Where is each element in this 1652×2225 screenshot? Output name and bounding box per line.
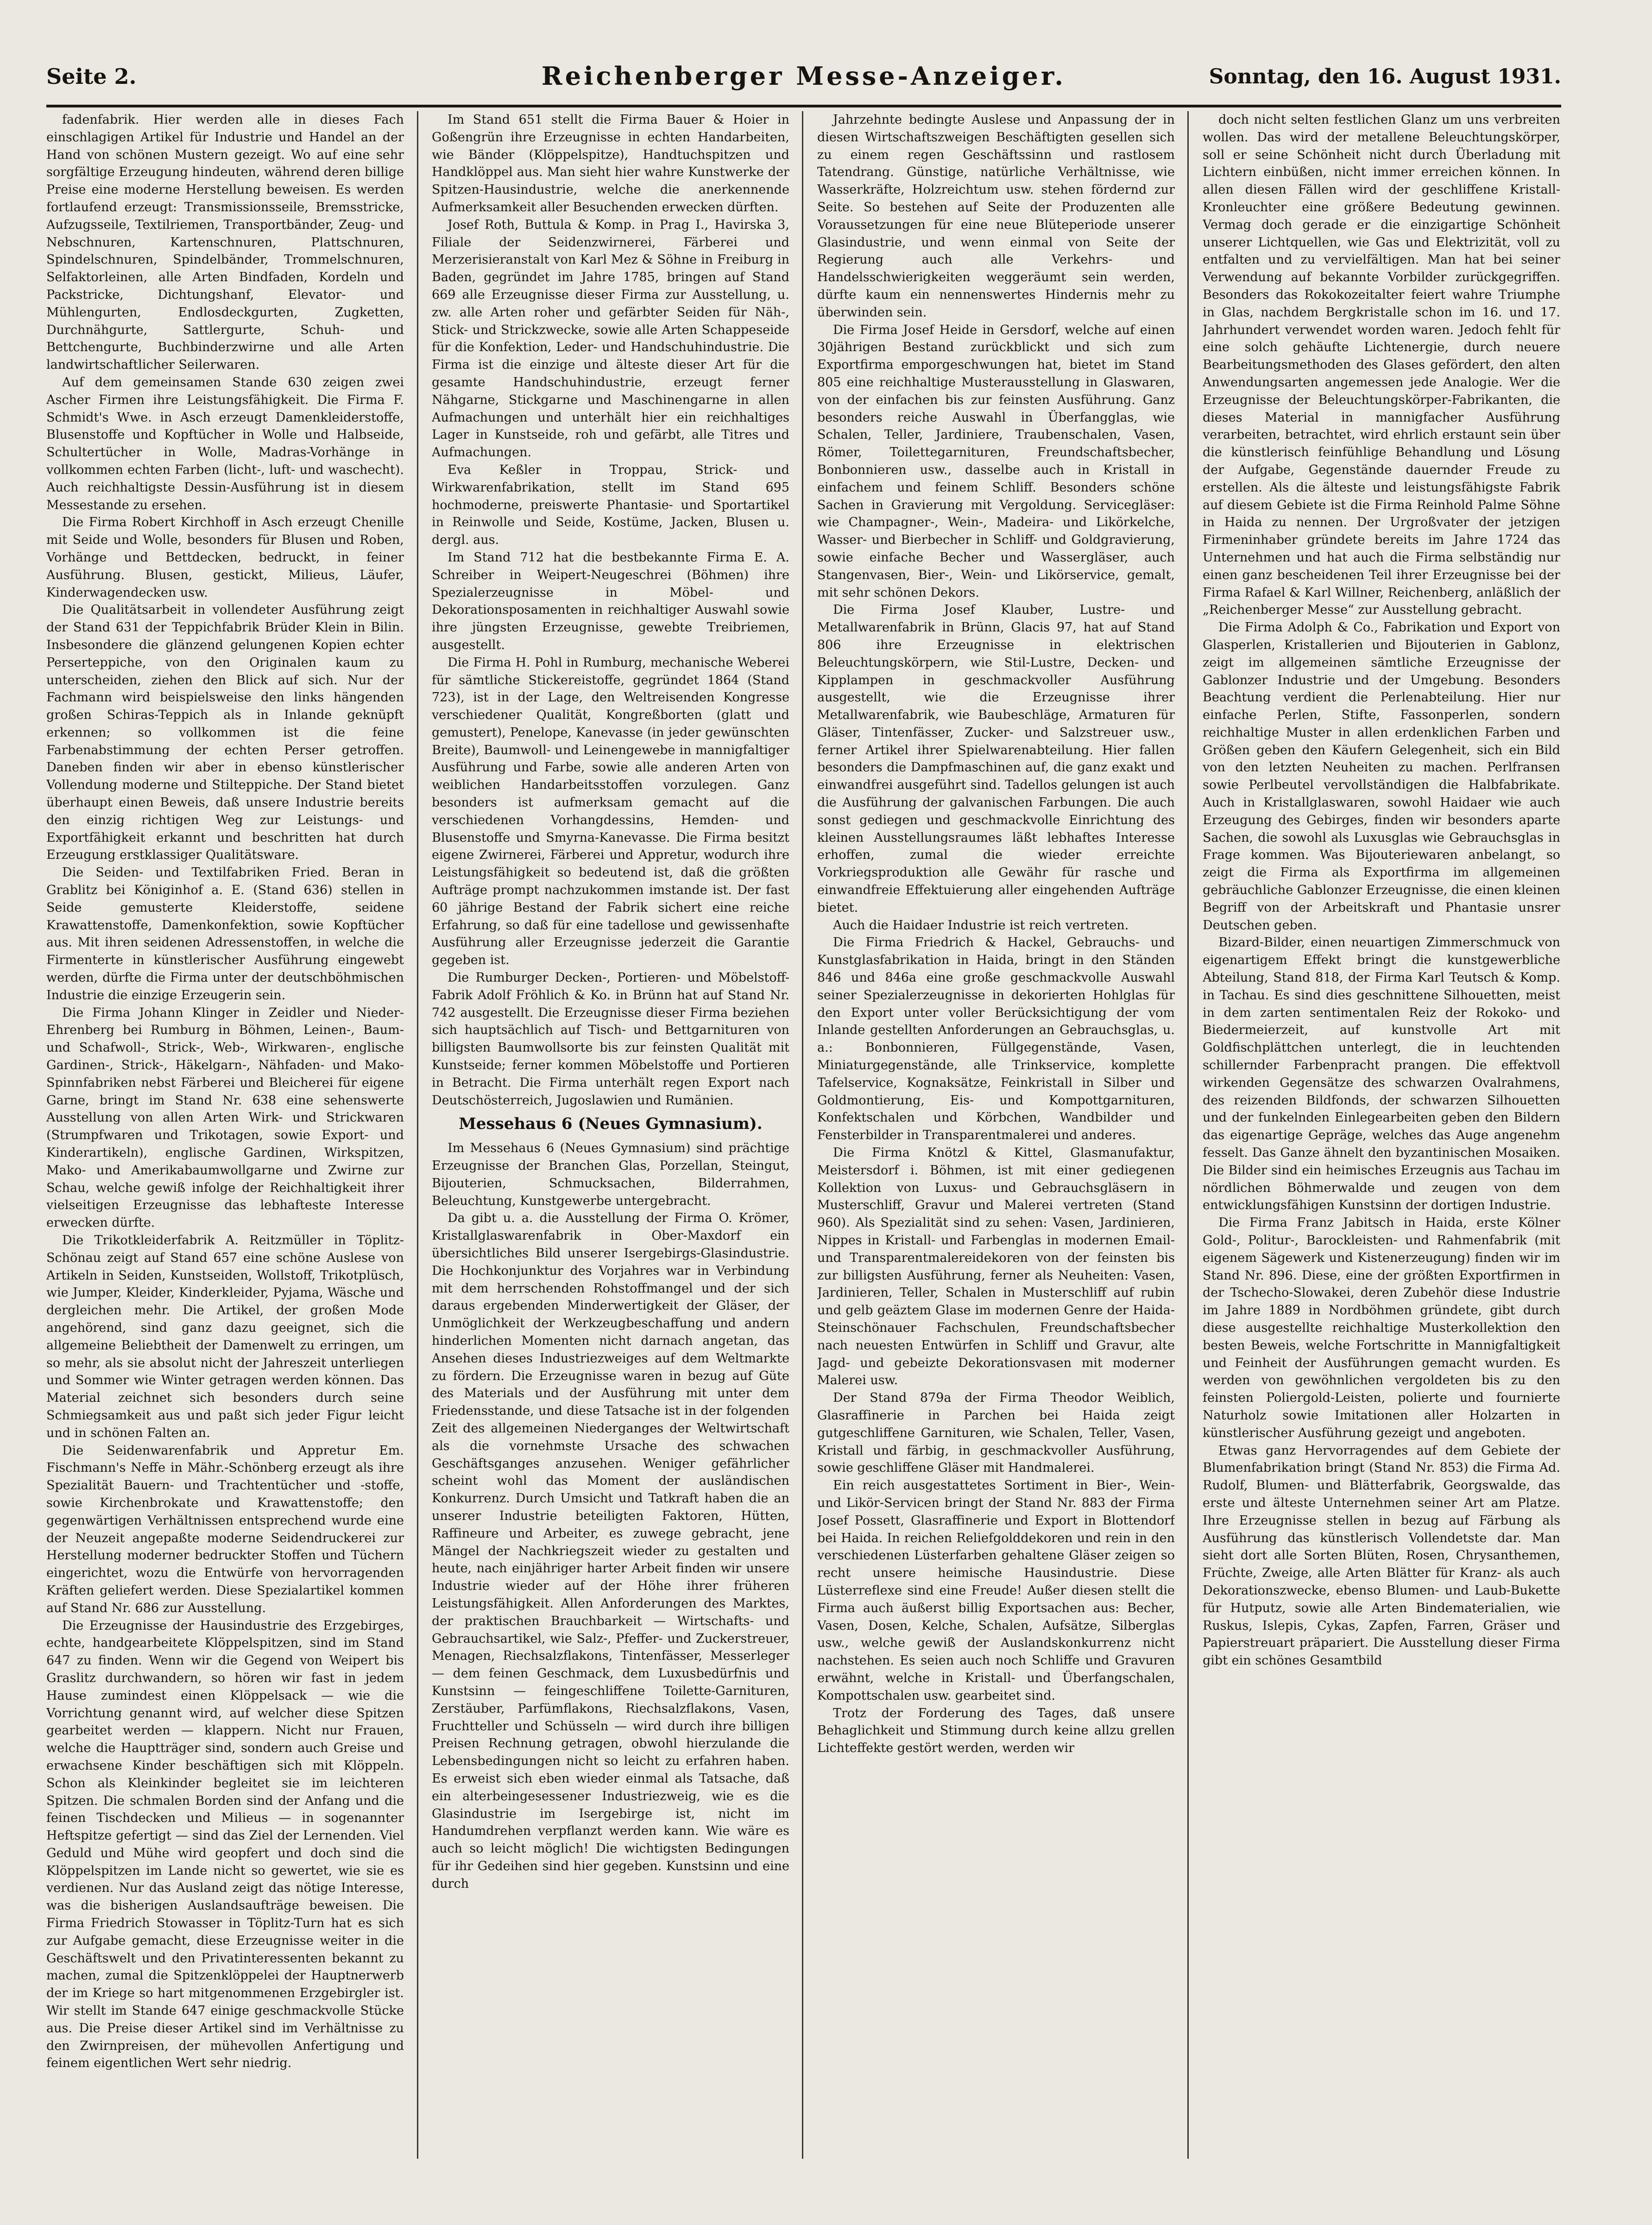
- article-columns: [46, 111, 1561, 2159]
- article-paragraph: Die Firma Knötzl & Kittel, Glasmanufaktur, Meistersdorf i. Böhmen, ist mit einer gediegenen Kollektion von Luxus- und Gebrauchsgläsern in Musterschliff, Gravur und Malerei vertreten (Stand 960). Als Spezialität sind zu sehen: Vasen, Jardinieren, Nippes in Kristall- und Farbenglas in modernen Email- und Transparentmalereidekoren von der feinsten bis zur billigsten Ausführung, ferner als Neuheiten: Vasen, Jardinieren, Teller, Schalen in Musterschliff auf rubin und gelb geäztem Glase im modernen Genre der Haida-Steinschönauer Fachschulen, Freundschaftsbecher nach neuesten Entwürfen in Schliff und Gravur, alte Jagd- und gebeizte Dekorationsvasen mit moderner Malerei usw.: [817, 1146, 1175, 1388]
- article-paragraph: Der Stand 879a der Firma Theodor Weiblich, Glasraffinerie in Parchen bei Haida zeigt gutgeschliffene Garnituren, wie Schalen, Teller, Vasen, Kristall und färbig, in geschmackvoller Ausführung, sowie geschliffene Gläser mit Handmalerei.: [817, 1391, 1175, 1475]
- article-paragraph: Die Firma Franz Jabitsch in Haida, erste Kölner Gold-, Politur-, Barockleisten- und Rahmenfabrik (mit eigenem Sägewerk und Kistenerzeugung) finden wir im Stand Nr. 896. Diese, eine der größten Exportfirmen in der Tschecho-Slowakei, deren Zubehör diese Industrie im Jahre 1889 in Nordböhmen gründete, gibt durch diese ausgestellte reichhaltige Musterkollektion den besten Beweis, welche Fortschritte in Mannigfaltigkeit und Feinheit der Ausführungen gemacht wurden. Es werden von gewöhnlichen vergoldeten bis zu den feinsten Poliergold-Leisten, polierte und fournierte Naturholz sowie Imitationen aller Holzarten in künstlerischer Ausführung gezeigt und angeboten.: [1203, 1216, 1560, 1440]
- article-paragraph: Da gibt u. a. die Ausstellung der Firma O. Krömer, Kristallglaswarenfabrik in Ober-Maxdorf ein übersichtliches Bild unserer Isergebirgs-Glasindustrie. Die Hochkonjunktur des Vorjahres war in Verbindung mit dem herrschenden Rohstoffmangel und der sich daraus ergebenden Minderwertigkeit der Gläser, der Unmöglichkeit der Werkzeugbeschaffung und andern hinderlichen Momenten nicht darnach angetan, das Ansehen dieses Industriezweiges auf dem Weltmarkte zu fördern. Die Erzeugnisse waren in bezug auf Güte des Materials und der Ausführung mit unter dem Friedensstande, und diese Tatsache ist in der folgenden Zeit des allgemeinen Niederganges der Weltwirtschaft als die vornehmste Ursache des schwachen Geschäftsganges anzusehen. Weniger gefährlicher scheint wohl das Moment der ausländischen Konkurrenz. Durch Umsicht und Tatkraft haben die an unserer Industrie beteiligten Faktoren, Hütten, Raffineure und Arbeiter, es zuwege gebracht, jene Mängel der Nachkriegszeit wieder zu gestalten und heute, nach einjähriger harter Arbeit finden wir unsere Industrie wieder auf der Höhe ihrer früheren Leistungsfähigkeit. Allen Anforderungen des Marktes, der praktischen Brauchbarkeit — Wirtschafts- und Gebrauchsartikel, wie Salz-, Pfeffer- und Zuckerstreuer, Menagen, Riechsalzflakons, Tintenfässer, Messerleger — dem feinen Geschmack, dem Luxusbedürfnis und Kunstsinn — feingeschliffene Toilette-Garnituren, Zerstäuber, Parfümflakons, Riechsalzflakons, Vasen, Fruchtteller und Schüsseln — wird durch ihre billigen Preisen Rechnung getragen, obwohl hierzulande die Lebensbedingungen nicht so leicht zu erfahren haben. Es erweist sich eben wieder einmal als Tatsache, daß ein alterbeingesessener Industriezweig, wie es die Glasindustrie im Isergebirge ist, nicht im Handumdrehen verpflanzt werden kann. Wie wäre es auch so leicht möglich! Die wichtigsten Bedingungen für ihr Gedeihen sind hier gegeben. Kunstsinn und eine durch: [432, 1211, 789, 1891]
- article-paragraph: Jahrzehnte bedingte Auslese und Anpassung der in diesen Wirtschaftszweigen Beschäftigten gesellen sich zu einem regen Geschäftssinn und rastlosem Tatendrang. Günstige, natürliche Verhältnisse, wie Wasserkräfte, Holzreichtum usw. stehen fördernd zur Seite. So bestehen auf Seite der Produzenten alle Voraussetzungen für eine neue Blüteperiode unserer Glasindustrie, und wenn einmal von Seite der Regierung auch alle Verkehrs- und Handelsschwierigkeiten weggeräumt sein werden, dürfte kaum ein nennenswertes Hindernis mehr zu überwinden sein.: [817, 113, 1175, 320]
- article-paragraph: Die Firma Johann Klinger in Zeidler und Nieder-Ehrenberg bei Rumburg in Böhmen, Leinen-, Baum- und Schafwoll-, Strick-, Web-, Wirkwaren-, englische Gardinen-, Strick-, Häkelgarn-, Nähfaden- und Mako-Spinnfabriken nebst Färberei und Bleicherei für eigene Garne, bringt im Stand Nr. 638 eine sehenswerte Ausstellung von allen Arten Wirk- und Strickwaren (Strumpfwaren und Trikotagen, sowie Export- und Kinderartikeln), englische Gardinen, Wirkspitzen, Mako- und Amerikabaumwollgarne und Zwirne zur Schau, welche gewiß infolge der Reichhaltigkeit ihrer vielseitigen Erzeugnisse das lebhafteste Interesse erwecken dürfte.: [46, 1005, 404, 1230]
- article-paragraph: Josef Roth, Buttula & Komp. in Prag I., Havirska 3, Filiale der Seidenzwirnerei, Färberei und Merzerisieranstalt von Karl Mez & Söhne in Freiburg in Baden, gegründet im Jahre 1785, bringen auf Stand 669 alle Erzeugnisse dieser Firma zur Ausstellung, u. zw. alle Arten roher und gefärbter Seiden für Näh-, Stick- und Strickzwecke, sowie alle Arten Schappeseide für die Konfektion, Leder- und Handschuhindustrie. Die Firma ist die einzige und älteste dieser Art für die gesamte Handschuhindustrie, erzeugt ferner Nähgarne, Stickgarne und Maschinengarne in allen Aufmachungen und unterhält hier ein reichhaltiges Lager in Kunstseide, roh und gefärbt, alle Titres und Aufmachungen.: [432, 217, 789, 460]
- article-paragraph: Die Firma Adolph & Co., Fabrikation und Export von Glasperlen, Kristallerien und Bijouterien in Gablonz, zeigt im allgemeinen sämtliche Erzeugnisse der Gablonzer Industrie und der Umgebung. Besonders Beachtung verdient die Perlenabteilung. Hier nur einfache Perlen, Stifte, Fassonperlen, sondern reichhaltige Muster in allen erdenklichen Farben und Größen geben den Käufern Gelegenheit, sich ein Bild von den letzten Neuheiten zu machen. Perlfransen sowie Perlbeutel vervollständigen die Halbfabrikate. Auch in Kristallglaswaren, sowohl Haidaer wie auch Erzeugung des Gebirges, finden wir besonders aparte Sachen, die sowohl als Luxusglas wie Gebrauchsglas in Frage kommen. Was Bijouteriewaren anbelangt, so zeigt die Firma als Exportfirma im allgemeinen gebräuchliche Gablonzer Erzeugnisse, die einen kleinen Begriff von der Arbeitskraft und Phantasie unsrer Deutschen geben.: [1203, 620, 1560, 933]
- article-paragraph: Die Qualitätsarbeit in vollendeter Ausführung zeigt der Stand 631 der Teppichfabrik Brüder Klein in Bilin. Insbesondere die glänzend gelungenen Kopien echter Perserteppiche, von den Originalen kaum zu unterscheiden, ziehen den Blick auf sich. Nur der Fachmann wird beispielsweise den links hängenden großen Schiras-Teppich als in Inlande geknüpft erkennen; so vollkommen ist die feine Farbenabstimmung der echten Perser getroffen. Daneben finden wir aber in ebenso künstlerischer Vollendung moderne und Stilteppiche. Der Stand bietet überhaupt einen Beweis, daß unsere Industrie bereits den einzig richtigen Weg zur Leistungs- und Exportfähigkeit erkannt und beschritten hat durch Erzeugung erstklassiger Qualitätsware.: [46, 603, 404, 863]
- article-paragraph: Trotz der Forderung des Tages, daß unsere Behaglichkeit und Stimmung durch keine allzu grellen Lichteffekte gestört werden, werden wir: [817, 1706, 1175, 1756]
- article-paragraph: Im Stand 712 hat die bestbekannte Firma E. A. Schreiber in Weipert-Neugeschrei (Böhmen) ihre Spezialerzeugnisse in Möbel- und Dekorationsposamenten in reichhaltiger Auswahl sowie ihre jüngsten Erzeugnisse, gewebte Treibriemen, ausgestellt.: [432, 550, 789, 652]
- article-paragraph: Im Stand 651 stellt die Firma Bauer & Hoier in Goßengrün ihre Erzeugnisse in echten Handarbeiten, wie Bänder (Klöppelspitze), Handtuchspitzen und Handklöppel aus. Man sieht hier wahre Kunstwerke der Spitzen-Hausindustrie, welche die anerkennende Aufmerksamkeit aller Besuchenden erwecken dürften.: [432, 113, 789, 214]
- masthead-title: Reichenberger Messe-Anzeiger.: [541, 61, 1066, 91]
- section-heading: Messehaus 6 (Neues Gymnasium).: [459, 1115, 763, 1134]
- article-paragraph: Auf dem gemeinsamen Stande 630 zeigen zwei Ascher Firmen ihre Leistungsfähigkeit. Die Firma F. Schmidt's Wwe. in Asch erzeugt Damenkleiderstoffe, Blusenstoffe und Kopftücher in Wolle und Halbseide, Schultertücher in Wolle, Madras-Vorhänge in vollkommen echten Farben (licht-, luft- und waschecht). Auch reichhaltigste Dessin-Ausführung ist in diesem Messestande zu ersehen.: [46, 375, 404, 512]
- article-paragraph: Ein reich ausgestattetes Sortiment in Bier-, Wein- und Likör-Servicen bringt der Stand Nr. 883 der Firma Josef Possett, Glasraffinerie und Export in Blottendorf bei Haida. In reichen Reliefgolddekoren und rein in den verschiedenen Lüsterfarben gehaltene Gläser zeigen so recht unsere heimische Hausindustrie. Diese Lüsterreflexe sind eine Freude! Außer diesen stellt die Firma auch äußerst billig Exportsachen aus: Becher, Vasen, Dosen, Kelche, Schalen, Aufsätze, Silberglas usw., welche gewiß der Auslandskonkurrenz nicht nachstehen. Es seien auch noch Schliffe und Gravuren erwähnt, welche in Kristall- und Überfangschalen, Kompottschalen usw. gearbeitet sind.: [817, 1478, 1175, 1703]
- article-paragraph: Die Firma Josef Klauber, Lustre- und Metallwarenfabrik in Brünn, Glacis 97, hat auf Stand 806 ihre Erzeugnisse in elektrischen Beleuchtungskörpern, wie Stil-Lustre, Decken- und Kipplampen in geschmackvoller Ausführung ausgestellt, wie die Erzeugnisse ihrer Metallwarenfabrik, wie Baubeschläge, Armaturen für Gläser, Tintenfässer, Zucker- und Salzstreuer usw., ferner Artikel ihrer Spielwarenabteilung. Hier fallen besonders die Dampfmaschinen auf, die ganz exakt und einwandfrei ausgeführt sind. Tadellos gelungen ist auch die Ausführung der galvanischen Farbungen. Die auch sonst gediegen und geschmackvolle Einrichtung des kleinen Ausstellungsraumes läßt lebhaftes Interesse erhoffen, zumal die wieder erreichte Vorkriegsproduktion alle Gewähr für rasche und einwandfreie Effektuierung aller eingehenden Aufträge bietet.: [817, 603, 1175, 915]
- column-2: [432, 111, 789, 2159]
- article-paragraph: Etwas ganz Hervorragendes auf dem Gebiete der Blumenfabrikation bringt (Stand Nr. 853) die Firma Ad. Rudolf, Blumen- und Blätterfabrik, Georgswalde, das erste und älteste Unternehmen seiner Art am Platze. Ihre Erzeugnisse stellen in bezug auf Färbung als Ausführung das künstlerisch Vollendetste dar. Man sieht dort alle Sorten Blüten, Rosen, Chrysanthemen, Früchte, Zweige, alle Arten Blätter für Kranz- als auch Dekorationszwecke, ebenso Blumen- und Laub-Bukette für Hutputz, sowie alle Arten Bindematerialien, wie Ruskus, Islepis, Cykas, Zapfen, Farren, Gräser und Papierstreuart präpariert. Die Ausstellung dieser Firma gibt ein schönes Gesamtbild: [1203, 1443, 1560, 1668]
- column-1: [46, 111, 404, 2159]
- page-number: Seite 2.: [46, 64, 137, 89]
- article-paragraph: Die Erzeugnisse der Hausindustrie des Erzgebirges, echte, handgearbeitete Klöppelspitzen, sind im Stand 647 zu finden. Wenn wir die Gegend von Weipert bis Graslitz durchwandern, so hören wir fast in jedem Hause zumindest einen Klöppelsack — wie die Vorrichtung genannt wird, auf welcher diese Spitzen gearbeitet werden — klappern. Nicht nur Frauen, welche die Hauptträger sind, sondern auch Greise und erwachsene Kinder beschäftigen sich mit Klöppeln. Schon als Kleinkinder begleitet sie im leichteren Spitzen. Die schmalen Borden sind der Anfang und die feinen Tischdecken und Milieus — in sogenannter Heftspitze gefertigt — sind das Ziel der Lernenden. Viel Geduld und Mühe wird geopfert und doch sind die Klöppelspitzen im Lande nicht so gewertet, wie sie es verdienen. Nur das Ausland zeigt das nötige Interesse, was die bisherigen Auslandsaufträge beweisen. Die Firma Friedrich Stowasser in Töplitz-Turn hat es sich zur Aufgabe gemacht, diese Erzeugnisse weiter in die Geschäftswelt und den Privatinteressenten bekannt zu machen, zumal die Spitzenklöppelei der Hauptnerwerb der im Kriege so hart mitgenommenen Erzgebirgler ist. Wir stellt im Stande 647 einige geschmackvolle Stücke aus. Die Preise dieser Artikel sind im Verhältnisse zu den Zwirnpreisen, der mühevollen Anfertigung und feinem eigentlichen Wert sehr niedrig.: [46, 1618, 404, 2071]
- article-paragraph: Die Seidenwarenfabrik und Appretur Em. Fischmann's Neffe in Mähr.-Schönberg erzeugt als ihre Spezialität Bauern- und Trachtentücher und -stoffe, sowie Kirchenbrokate und Krawattenstoffe; den gegenwärtigen Verhältnissen entsprechend wurde eine der Neuzeit angepaßte moderne Seidendruckerei zur Herstellung moderner bedruckter Stoffen und Tüchern eingerichtet, wozu die Entwürfe von hervorragenden Kräften geliefert werden. Diese Spezialartikel kommen auf Stand Nr. 686 zur Ausstellung.: [46, 1443, 404, 1615]
- article-paragraph: Die Firma Friedrich & Hackel, Gebrauchs- und Kunstglasfabrikation in Haida, bringt in den Ständen 846 und 846a eine große geschmackvolle Auswahl seiner Spezialerzeugnisse in dekorierten Hohlglas für den Export unter voller Berücksichtigung der vom Inlande gestellten Anforderungen an Gebrauchsglas, u. a.: Bonbonnieren, Füllgegenstände, Vasen, Miniaturgegenstände, alle Trinkservice, komplette Tafelservice, Kognaksätze, Feinkristall in Silber und Goldmontierung, Eis- und Kompottgarnituren, Konfektschalen und Körbchen, Wandbilder und Fensterbilder in Transparentmalerei und anderes.: [817, 935, 1175, 1143]
- article-paragraph: Im Messehaus 6 (Neues Gymnasium) sind prächtige Erzeugnisse der Branchen Glas, Porzellan, Steingut, Bijouterien, Schmucksachen, Bilderrahmen, Beleuchtung, Kunstgewerbe untergebracht.: [432, 1141, 789, 1208]
- article-paragraph: Auch die Haidaer Industrie ist reich vertreten.: [833, 918, 1129, 933]
- article-paragraph: fadenfabrik. Hier werden alle in dieses Fach einschlagigen Artikel für Industrie und Handel an der Hand von schönen Mustern gezeigt. Wo auf eine sehr sorgfältige Erzeugung hindeuten, während deren billige Preise eine moderne Herstellung beweisen. Es werden fortlaufend erzeugt: Transmissionsseile, Bremsstricke, Aufzugsseile, Textilriemen, Transportbänder, Zeug- und Nebschnuren, Kartenschnuren, Plattschnuren, Spindelschnuren, Spindelbänder, Trommelschnuren, Selfaktorleinen, alle Arten Bindfaden, Kordeln und Packstricke, Dichtungshanf, Elevator- und Mühlengurten, Endlosdeckgurten, Zugketten, Durchnähgurte, Sattlergurte, Schuh- und Bettchengurte, Buchbinderzwirne und alle Arten landwirtschaftlicher Seilerwaren.: [46, 113, 404, 372]
- article-paragraph: Die Rumburger Decken-, Portieren- und Möbelstoff-Fabrik Adolf Fröhlich & Ko. in Brünn hat auf Stand Nr. 742 ausgestellt. Die Erzeugnisse dieser Firma beziehen sich hauptsächlich auf Tisch- und Bettgarnituren von billigsten Baumwollsorte bis zur feinsten Qualität mit Kunstseide; ferner kommen Möbelstoffe und Portieren in Betracht. Die Firma unterhält regen Export nach Deutschösterreich, Jugoslawien und Rumänien.: [432, 971, 789, 1108]
- page-header: [46, 59, 1561, 104]
- article-paragraph: Die Seiden- und Textilfabriken Fried. Beran in Grablitz bei Königinhof a. E. (Stand 636) stellen in Seide gemusterte Kleiderstoffe, seidene Krawattenstoffe, Damenkonfektion, sowie Kopftücher aus. Mit ihren seidenen Adressenstoffen, in welche die Firmenterte in künstlerischer Ausführung eingewebt werden, dürfte die Firma unter der deutschböhmischen Industrie die einzige Erzeugerin sein.: [46, 865, 404, 1002]
- column-4: [1203, 111, 1560, 2159]
- article-paragraph: Eva Keßler in Troppau, Strick- und Wirkwarenfabrikation, stellt im Stand 695 hochmoderne, preiswerte Phantasie- und Sportartikel in Reinwolle und Seide, Kostüme, Jacken, Blusen u. dergl. aus.: [432, 462, 789, 548]
- article-paragraph: Die Trikotkleiderfabrik A. Reitzmüller in Töplitz-Schönau zeigt auf Stand 657 eine schöne Auslese von Artikeln in Seiden, Kunstseiden, Wollstoff, Trikotplüsch, wie Jumper, Kleider, Kinderkleider, Pyjama, Wäsche und dergleichen mehr. Die Artikel, der großen Mode angehörend, sind ganz dazu geeignet, sich die allgemeine Beliebtheit der Damenwelt zu erringen, um so mehr, als sie absolut nicht der Jahreszeit unterliegen und Sommer wie Winter getragen werden können. Das Material zeichnet sich besonders durch seine Schmiegsamkeit aus und paßt sich jeder Figur leicht und in schönen Falten an.: [46, 1233, 404, 1440]
- article-paragraph: Bizard-Bilder, einen neuartigen Zimmerschmuck von eigenartigem Effekt bringt die kunstgewerbliche Abteilung, Stand 818, der Firma Karl Teutsch & Komp. in Tachau. Es sind dies geschnittene Silhouetten, meist in dem zarten sentimentalen Reiz der Rokoko- und Biedermeierzeit, auf kunstvolle Art mit Goldfischplättchen unterlegt, die in leuchtenden schillernder Farbenpracht prangen. Die effektvoll wirkenden Gegensätze des schwarzen Ovalrahmens, des reizenden Bildfonds, der schwarzen Silhouetten und der funkelnden Einlegearbeiten geben den Bildern das eigenartige Gepräge, welches das Auge angenehm fesselt. Das Ganze ähnelt den byzantinischen Mosaiken. Die Bilder sind ein heimisches Erzeugnis aus Tachau im nördlichen Böhmerwalde und zeugen von dem entwicklungsfähigen Kunstsinn der dortigen Industrie.: [1203, 935, 1560, 1213]
- header-rule: [46, 105, 1561, 107]
- article-paragraph: doch nicht selten festlichen Glanz um uns verbreiten wollen. Das wird der metallene Beleuchtungskörper, soll er seine Schönheit nicht durch Überladung mit Lichtern einbüßen, nicht immer erreichen können. In allen diesen Fällen wird der geschliffene Kristall-Kronleuchter eine größere Bedeutung gewinnen. Vermag doch gerade er die einzigartige Schönheit unserer Lichtquellen, wie Gas und Elektrizität, voll zu entfalten und zu vervielfältigen. Man hat bei seiner Verwendung auf bekannte Vorbilder zurückgegriffen. Besonders das Rokokozeitalter feiert wahre Triumphe in Glas, nachdem Bergkristalle schon im 16. und 17. Jahrhundert verwendet worden waren. Jedoch fehlt für eine solch gehäufte Lichtenergie, durch neuere Bearbeitungsmethoden des Glases gefördert, den alten Anwendungsarten angemessen jede Analogie. Wer die Erzeugnisse der Beleuchtungskörper-Fabrikanten, die dieses Material in mannigfacher Ausführung verarbeiten, betrachtet, wird ehrlich erstaunt sein über die künstlerisch feinfühlige Behandlung und Lösung der Aufgabe, Gegenstände dauernder Freude zu erstellen. Als die älteste und leistungsfähigste Fabrik auf diesem Gebiete ist die Firma Reinhold Palme Söhne in Haida zu nennen. Der Urgroßvater der jetzigen Firmeninhaber gründete bereits im Jahre 1724 das Unternehmen und hat auch die Firma selbständig nur einen ganz bescheidenen Teil ihrer Erzeugnisse bei der Firma Rafael & Karl Willner, Reichenberg, anläßlich der „Reichenberger Messe“ zur Ausstellung gebracht.: [1203, 113, 1560, 618]
- article-paragraph: Die Firma H. Pohl in Rumburg, mechanische Weberei für sämtliche Stickereistoffe, gegründet 1864 (Stand 723), ist in der Lage, den Weltreisenden Kongresse verschiedener Qualität, Kongreßborten (glatt und gemustert), Penelope, Kanevasse (in jeder gewünschten Breite), Baumwoll- und Leinengewebe in mannigfaltiger Ausführung und Farbe, sowie alle anderen Arten von weiblichen Handarbeitsstoffen vorzulegen. Ganz besonders ist aufmerksam gemacht auf die verschiedenen Vorhangdessins, Hemden- und Blusenstoffe und Smyrna-Kanevasse. Die Firma besitzt eigene Zwirnerei, Färberei und Appretur, wodurch ihre Leistungsfähigkeit so bedeutend ist, daß die größten Aufträge prompt nachzukommen imstande ist. Der fast 60 jährige Bestand der Fabrik sichert eine reiche Erfahrung, so daß für eine tadellose und gewissenhafte Ausführung aller Erzeugnisse jederzeit die Garantie gegeben ist.: [432, 655, 789, 968]
- column-3: [817, 111, 1175, 2159]
- article-paragraph: Die Firma Josef Heide in Gersdorf, welche auf einen 30jährigen Bestand zurückblickt und sich zum Exportfirma emporgeschwungen hat, bietet im Stand 805 eine reichhaltige Musterausstellung in Glaswaren, von der einfachen bis zur feinsten Ausführung. Ganz besonders reiche Auswahl in Überfangglas, wie Schalen, Teller, Jardiniere, Traubenschalen, Vasen, Römer, Toilettegarnituren, Freundschaftsbecher, Bonbonnieren usw., dasselbe auch in Kristall in einfachem und feinem Schliff. Besonders schöne Sachen in Gravierung mit Vergoldung. Servicegläser: wie Champagner-, Wein-, Madeira- und Likörkelche, Wasser- und Bierbecher in Schliff- und Goldgravierung, sowie einfache Becher und Wassergläser, auch Stangenvasen, Bier-, Wein- und Likörservice, gemalt, mit sehr schönen Dekors.: [817, 322, 1175, 600]
- issue-date: Sonntag, den 16. August 1931.: [1209, 65, 1561, 88]
- article-paragraph: Die Firma Robert Kirchhoff in Asch erzeugt Chenille mit Seide und Wolle, besonders für Blusen und Roben, Vorhänge und Bettdecken, bedruckt, in feiner Ausführung. Blusen, gestickt, Milieus, Läufer, Kinderwagendecken usw.: [46, 515, 404, 600]
